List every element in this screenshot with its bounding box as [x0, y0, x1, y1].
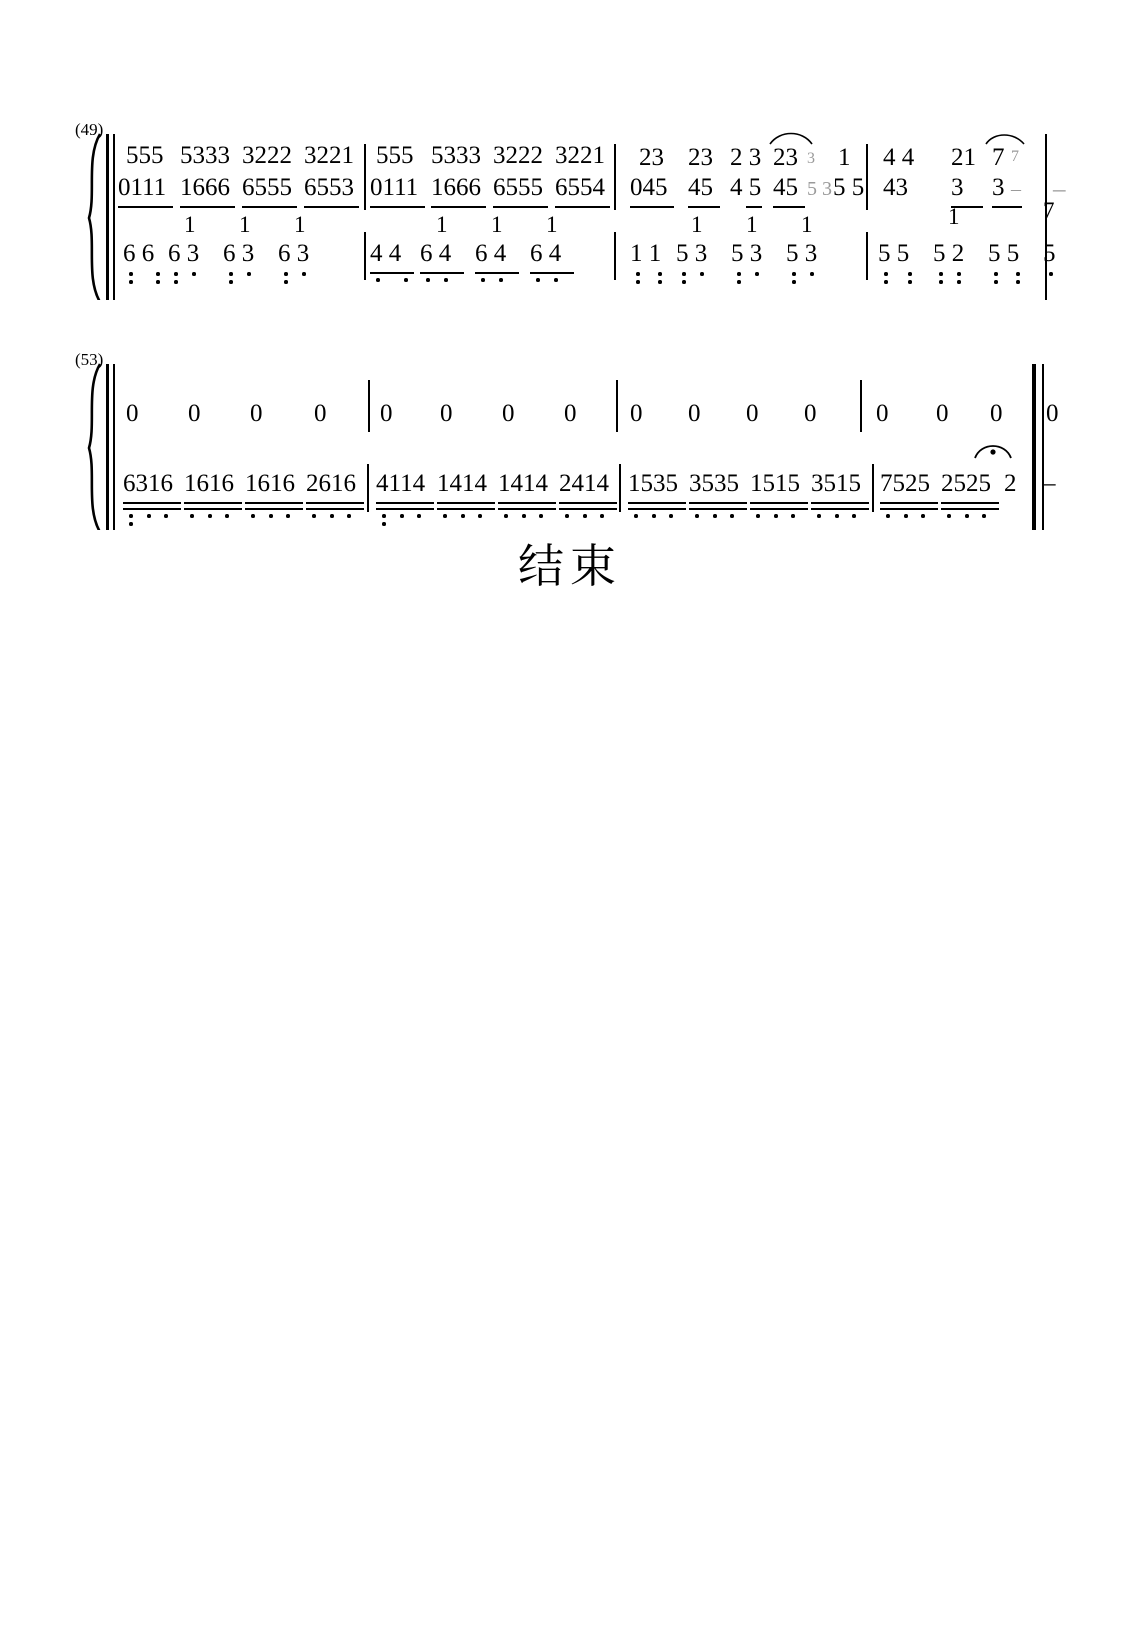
- system-brace: [80, 132, 102, 300]
- barline-53-3: [860, 380, 862, 432]
- note-above-4: 3221: [304, 142, 354, 169]
- bass53-note-8: 2414: [559, 470, 609, 497]
- bass-barline-1: [364, 232, 366, 280]
- bass-note-12: 5 3: [786, 240, 818, 267]
- upper-staff-49: [118, 130, 1070, 210]
- bass53-note-11: 1515: [750, 470, 800, 497]
- note-main-11: 4 5: [730, 174, 762, 201]
- bass53-note-13: 7525: [880, 470, 930, 497]
- rest-12: 0: [804, 400, 817, 427]
- slur-1: [768, 130, 814, 151]
- note-main-17: 3: [992, 174, 1005, 201]
- rest-9: 0: [630, 400, 643, 427]
- bass53-note-6: 1414: [437, 470, 487, 497]
- note-main-5: 0111: [370, 174, 419, 201]
- note-above-10: 23: [688, 144, 713, 171]
- bass53-note-9: 1535: [628, 470, 678, 497]
- rest-11: 0: [746, 400, 759, 427]
- rest-10: 0: [688, 400, 701, 427]
- rest-3: 0: [250, 400, 263, 427]
- note-main-4: 6553: [304, 174, 354, 201]
- note-main-1: 0111: [118, 174, 167, 201]
- bass53-note-7: 1414: [498, 470, 548, 497]
- system-barline-left-thin: [113, 134, 115, 300]
- bass-note-2: 6 3: [168, 240, 200, 267]
- bass53-note-12: 3515: [811, 470, 861, 497]
- bass-above-7: 1: [691, 212, 703, 237]
- bass-above-8: 1: [746, 212, 758, 237]
- note-above-1: 555: [126, 142, 164, 169]
- bass-above-10: 1: [948, 204, 960, 229]
- bass-note-4: 6 3: [278, 240, 310, 267]
- note-above-9: 23: [639, 144, 664, 171]
- bass-note-16: 5: [1043, 240, 1056, 267]
- system-barline-left-2: [106, 364, 109, 530]
- note-above-8: 3221: [555, 142, 605, 169]
- note-above-15: 4 4: [883, 144, 915, 171]
- note-above-12: 23: [773, 144, 798, 171]
- system-barline-left-thin-2: [113, 364, 115, 530]
- note-above-16: 21: [951, 144, 976, 171]
- note-main-8: 6554: [555, 174, 605, 201]
- bass53-note-5: 4114: [376, 470, 426, 497]
- system-barline-left: [106, 134, 109, 300]
- system-brace-2: [80, 362, 102, 530]
- bass-note-8: 6 4: [530, 240, 562, 267]
- rest-2: 0: [188, 400, 201, 427]
- rest-4: 0: [314, 400, 327, 427]
- slur-2: [984, 132, 1026, 151]
- note-main-10: 45: [688, 174, 713, 201]
- fermata-icon: [973, 440, 1013, 465]
- bass-note-7: 6 4: [475, 240, 507, 267]
- bass53-note-10: 3535: [689, 470, 739, 497]
- bass-above-11: 7: [1043, 198, 1055, 223]
- note-main-3: 6555: [242, 174, 292, 201]
- bass53-note-3: 1616: [245, 470, 295, 497]
- bass-note-11: 5 3: [731, 240, 763, 267]
- note-main-7: 6555: [493, 174, 543, 201]
- bass-barline-2: [614, 232, 616, 280]
- bass-note-9: 1 1: [630, 240, 662, 267]
- barline-53-1: [368, 380, 370, 432]
- bass-note-3: 6 3: [223, 240, 255, 267]
- rest-14: 0: [936, 400, 949, 427]
- bass-above-2: 1: [239, 212, 251, 237]
- note-main-6: 1666: [431, 174, 481, 201]
- bass53-note-4: 2616: [306, 470, 356, 497]
- upper-staff-53: [118, 360, 1070, 440]
- bass-above-1: 1: [184, 212, 196, 237]
- note-above-3: 3222: [242, 142, 292, 169]
- note-above-2: 5333: [180, 142, 230, 169]
- rest-15: 0: [990, 400, 1003, 427]
- note-main-12: 45: [773, 174, 798, 201]
- bass-above-6: 1: [546, 212, 558, 237]
- bass53-barline-1: [367, 464, 369, 512]
- note-main-16: 3: [951, 174, 964, 201]
- rest-13: 0: [876, 400, 889, 427]
- note-main-2: 1666: [180, 174, 230, 201]
- bass-above-4: 1: [436, 212, 448, 237]
- bass-note-14: 5 2: [933, 240, 965, 267]
- note-above-14: 1: [838, 144, 851, 171]
- bass-barline-3: [866, 232, 868, 280]
- barline-53-2: [616, 380, 618, 432]
- barline-1: [364, 144, 366, 210]
- rest-6: 0: [440, 400, 453, 427]
- bass-above-9: 1: [801, 212, 813, 237]
- rest-16: 0: [1046, 400, 1059, 427]
- note-above-13: 3: [807, 150, 815, 167]
- measure-number-53: (53): [75, 350, 104, 369]
- bass-above-3: 1: [294, 212, 306, 237]
- bass53-note-14: 2525: [941, 470, 991, 497]
- note-main-18: –: [1011, 178, 1021, 200]
- lower-staff-49: [118, 198, 1070, 296]
- note-main-15: 43: [883, 174, 908, 201]
- note-above-5: 555: [376, 142, 414, 169]
- note-above-18: 7: [1011, 148, 1019, 165]
- rest-7: 0: [502, 400, 515, 427]
- bass-note-5: 4 4: [370, 240, 402, 267]
- note-main-9: 045: [630, 174, 668, 201]
- note-above-17: 7: [992, 144, 1005, 171]
- note-main-13: 5 3: [807, 178, 832, 200]
- hold-dash-1: –: [1053, 176, 1066, 203]
- bass-note-6: 6 4: [420, 240, 452, 267]
- hold-dash-2: –: [1043, 470, 1056, 497]
- measure-number-49: (49): [75, 120, 104, 139]
- lower-staff-53: [118, 446, 1070, 526]
- rest-5: 0: [380, 400, 393, 427]
- note-above-11: 2 3: [730, 144, 762, 171]
- bass-note-15: 5 5: [988, 240, 1020, 267]
- note-main-14: 5 5: [833, 174, 865, 201]
- bass-note-13: 5 5: [878, 240, 910, 267]
- bass53-note-1: 6316: [123, 470, 173, 497]
- bass-above-5: 1: [491, 212, 503, 237]
- bass53-barline-2: [619, 464, 621, 512]
- ending-label: 结束: [518, 539, 622, 593]
- bass53-note-15: 2: [1004, 470, 1017, 497]
- bass-note-1: 6 6: [123, 240, 155, 267]
- barline-2: [614, 144, 616, 210]
- rest-1: 0: [126, 400, 139, 427]
- rest-8: 0: [564, 400, 577, 427]
- barline-3: [866, 144, 868, 210]
- bass-note-10: 5 3: [676, 240, 708, 267]
- note-above-6: 5333: [431, 142, 481, 169]
- bass53-note-2: 1616: [184, 470, 234, 497]
- note-above-7: 3222: [493, 142, 543, 169]
- bass53-barline-3: [872, 464, 874, 512]
